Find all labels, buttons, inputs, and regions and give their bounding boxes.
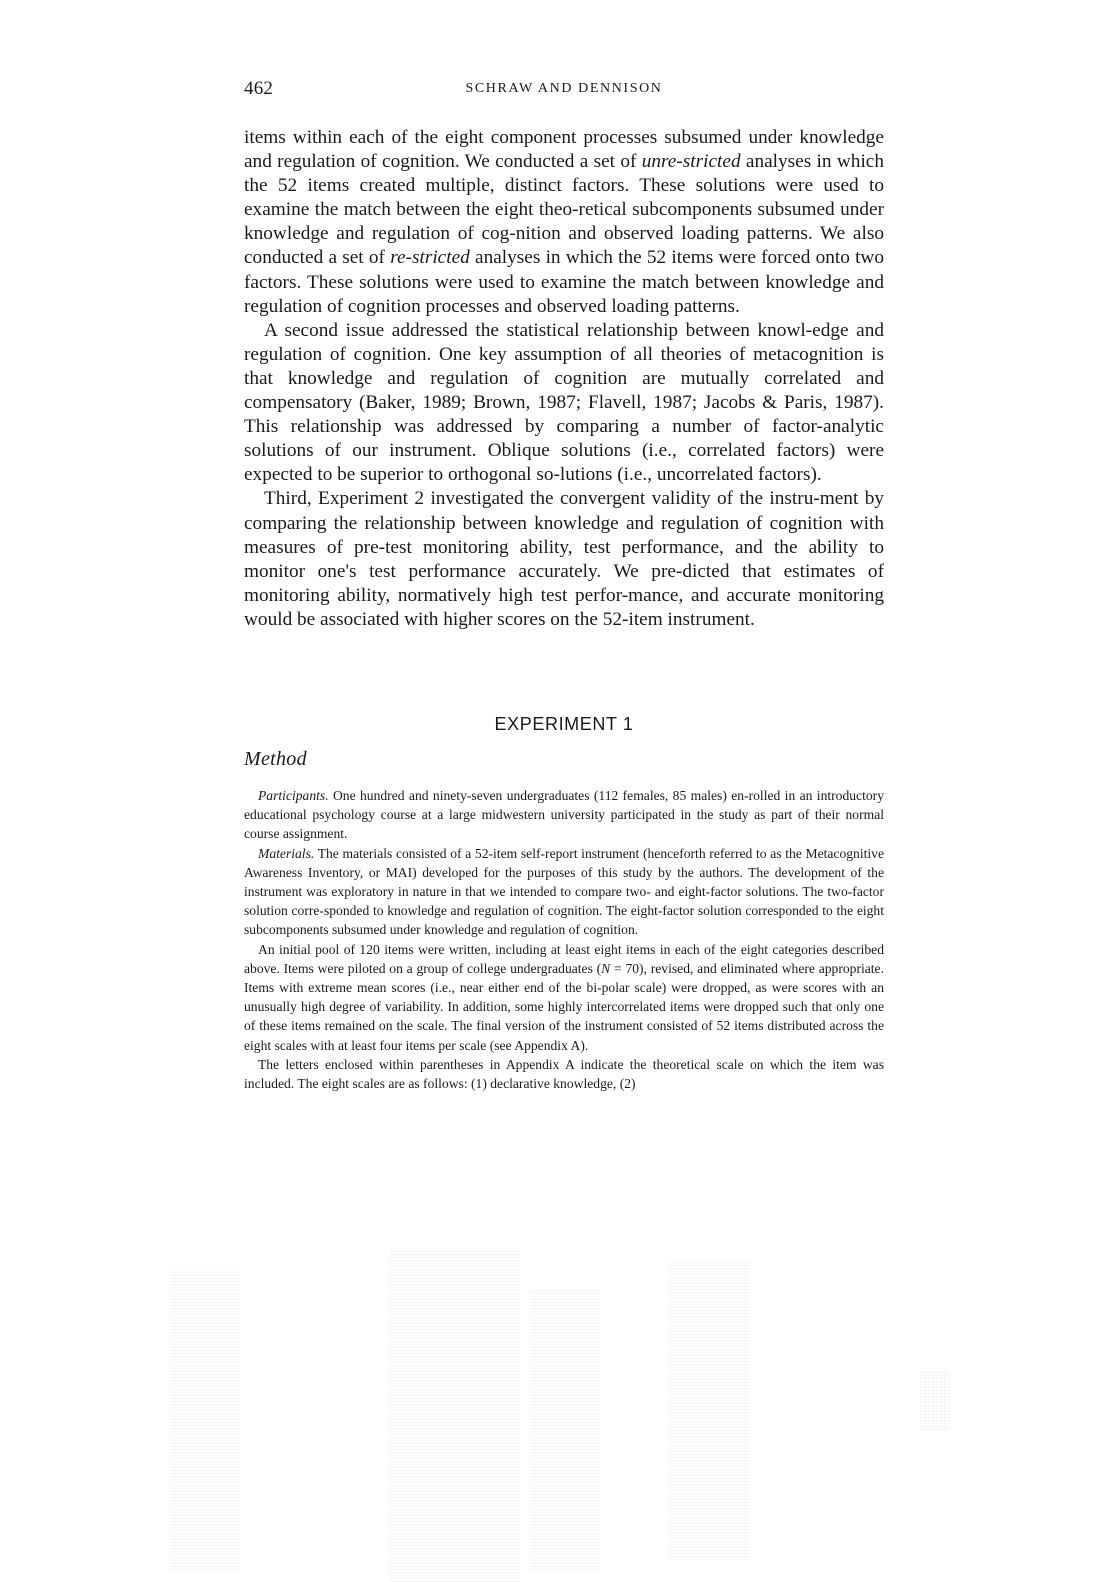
running-head: SCHRAW AND DENNISON xyxy=(465,81,663,96)
item-pool-text-b: = 70), revised, and eliminated where appropriate. Items with extreme mean scores (i.e., near either end of the bi-polar scale) were dropped, as were scores with an unusually high degree of variability. In addition, some highly intercorrelated items were dropped such that only one of these items remained on the scale. The final version of the instrument consisted of 52 items distributed across the eight scales with at least four items per scale (see Appendix A). xyxy=(244,960,884,1053)
materials-paragraph xyxy=(244,844,884,940)
p1-emphasis-restricted: re-stricted xyxy=(390,247,470,269)
p1-text-a: items within each of the eight component processes subsumed under knowledge and regulation of cognition. We conducted a set of xyxy=(244,127,884,173)
materials-text: The materials consisted of a 52-item self-report instrument (henceforth referred to as the Metacognitive Awareness Inventory, or MAI) developed for the purposes of this study by the authors. The development of the instrument was exploratory in nature in that we intended to compare two- and eight-factor solutions. The two-factor solution corre-sponded to knowledge and regulation of cognition. The eight-factor solution corresponded to the eight subcomponents subsumed under knowledge and regulation of cognition. xyxy=(244,845,884,938)
scan-artifact xyxy=(160,1250,960,1582)
paragraph-3: Third, Experiment 2 investigated the convergent validity of the instru-ment by comparing the relationship between knowledge and regulation of cognition with measures of pre-test monitoring ability, test performance, and the ability to monitor one's test performance accurately. We pre-dicted that estimates of monitoring ability, normatively high test perfor-mance, and accurate monitoring would be associated with higher scores on the 52-item instrument. xyxy=(244,488,884,630)
scales-paragraph: The letters enclosed within parentheses in Appendix A indicate the theoretical scale on which the item was included. The eight scales are as follows: (1) declarative knowledge, (2) xyxy=(244,1056,884,1092)
section-heading: EXPERIMENT 1 xyxy=(494,714,634,734)
materials-label: Materials. xyxy=(258,845,315,861)
method-text xyxy=(244,786,884,1093)
paragraph-2: A second issue addressed the statistical relationship between knowl-edge and regulation of cognition. One key assumption of all theories of metacognition is that knowledge and regulation of cognition are mutually correlated and compensatory (Baker, 1989; Brown, 1987; Flavell, 1987; Jacobs & Paris, 1987). This relationship was addressed by comparing a number of factor-analytic solutions of our instrument. Oblique solutions (i.e., correlated factors) were expected to be superior to orthogonal so-lutions (i.e., uncorrelated factors). xyxy=(244,319,884,486)
p1-text-c: analyses in which the 52 items were forced onto two factors. These solutions were used to examine the match between knowledge and regulation of cognition processes and observed loading patterns. xyxy=(244,247,884,317)
body-text xyxy=(244,126,884,632)
participants-label: Participants. xyxy=(258,788,329,803)
item-pool-paragraph xyxy=(244,940,884,1055)
p1-text-b: analyses in which the 52 items created multiple, distinct factors. These solutions were used to examine the match between the eight theo-retical subcomponents subsumed under knowledge and regulation of cog-nition and observed loading patterns. We also conducted a set of xyxy=(244,151,884,269)
participants-text: One hundred and ninety-seven undergraduates (112 females, 85 males) en-rolled in an introductory educational psychology course at a large midwestern university participated in the study as part of their normal course assignment. xyxy=(244,788,884,842)
subsection-heading: Method xyxy=(244,748,307,770)
sample-size-symbol: N xyxy=(601,960,611,976)
paragraph-1 xyxy=(244,126,884,319)
page-header xyxy=(244,78,884,104)
page-number: 462 xyxy=(244,78,274,99)
item-pool-text-a: An initial pool of 120 items were written, including at least eight items in each of the eight categories described above. Items were piloted on a group of college undergraduates ( xyxy=(244,941,884,976)
participants-paragraph xyxy=(244,786,884,844)
p1-emphasis-unrestricted: unre-stricted xyxy=(641,151,741,173)
